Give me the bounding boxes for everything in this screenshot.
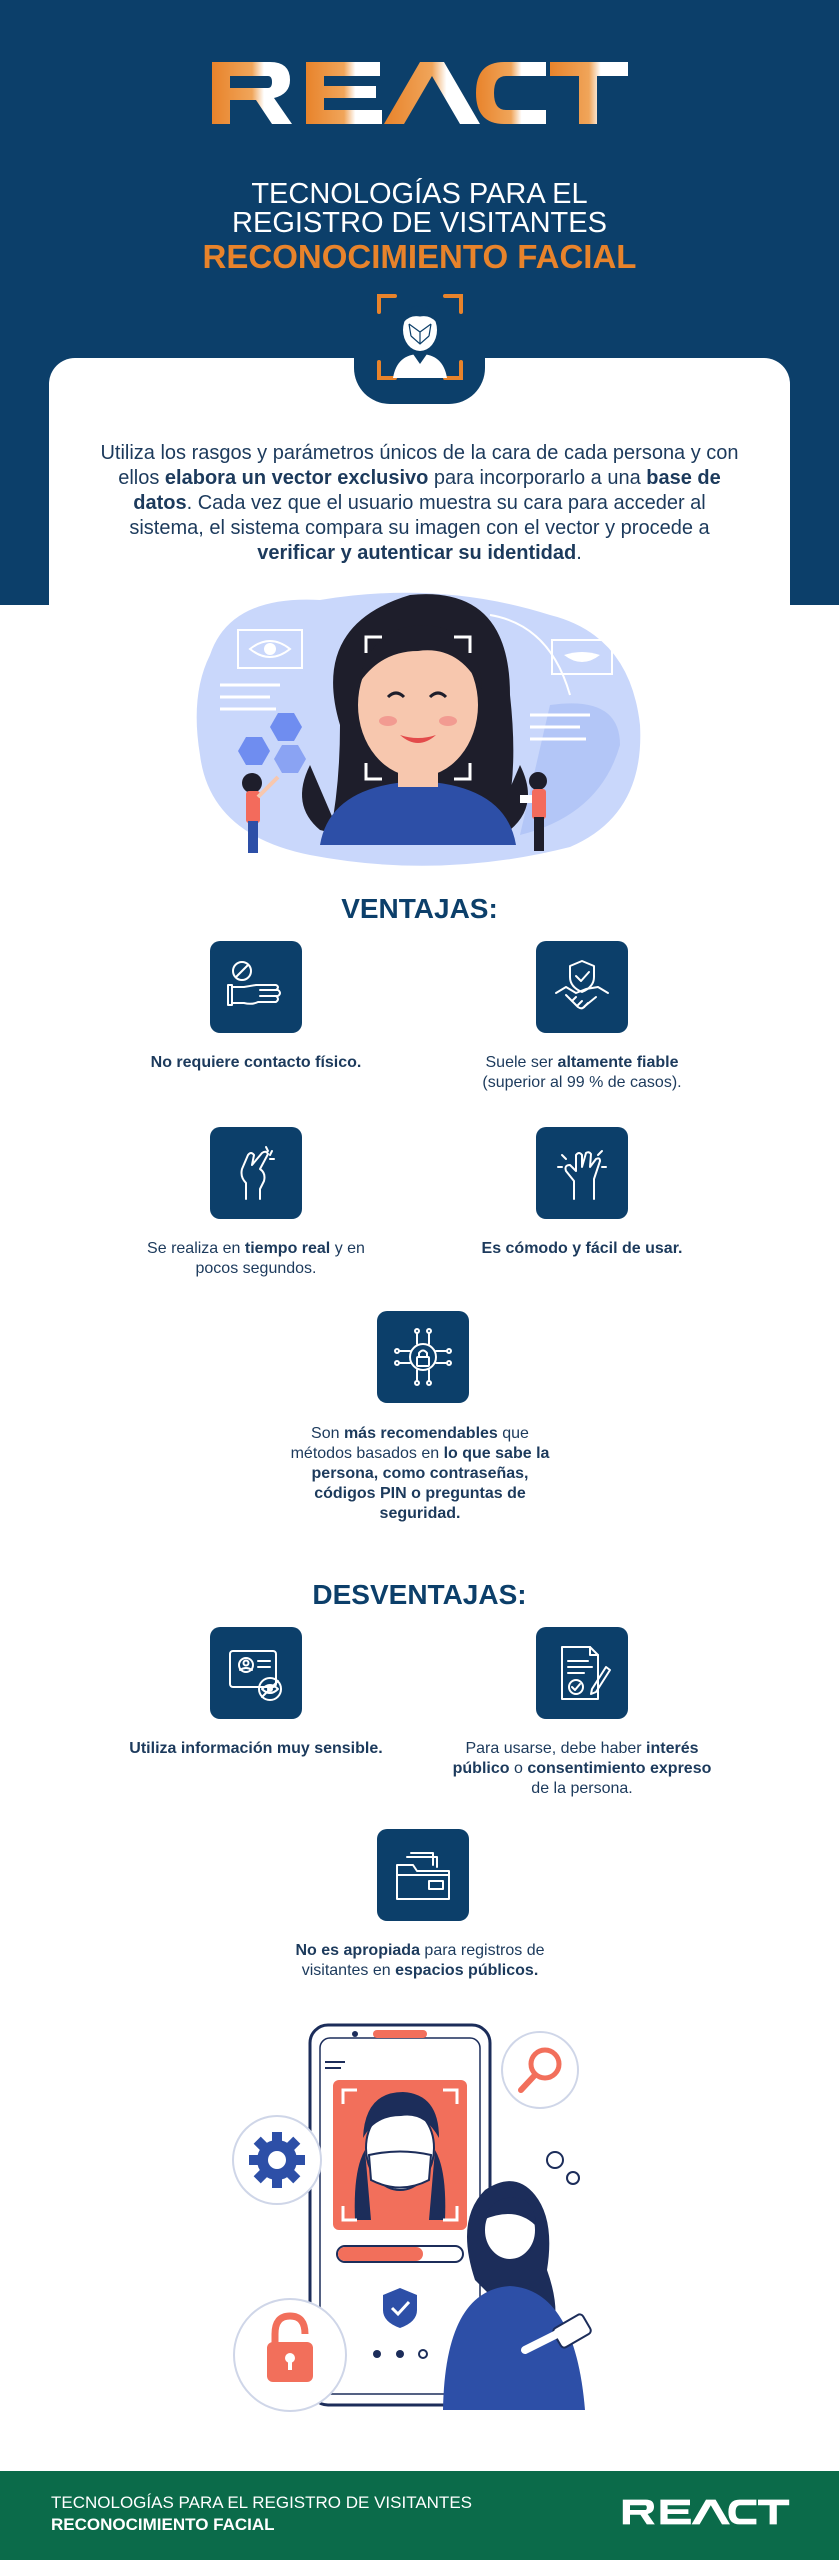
footer-bar xyxy=(0,2471,839,2560)
caption-bold: más recomendables xyxy=(343,1425,498,1442)
circuit-lock-icon xyxy=(393,1327,453,1387)
no-touch-hand-icon xyxy=(226,957,286,1017)
hero-title-line1: TECNOLOGÍAS PARA EL xyxy=(251,178,588,210)
caption-text: Suele ser xyxy=(485,1054,558,1071)
phone-face-unlock-illustration xyxy=(225,2020,605,2420)
disadvantage-consent xyxy=(452,1739,712,1799)
advantage-no-contact xyxy=(130,1053,382,1073)
caption-text: (superior al 99 % de casos). xyxy=(482,1074,682,1091)
advantage-tile-real-time xyxy=(210,1127,302,1219)
advantage-tile-recommended xyxy=(377,1311,469,1403)
ventajas-title: VENTAJAS: xyxy=(341,893,498,924)
caption-text: que métodos basados en xyxy=(290,1425,529,1462)
caption-bold: Es cómodo y fácil de usar. xyxy=(481,1240,683,1257)
disadvantage-sensitive xyxy=(120,1739,392,1759)
advantage-tile-no-contact xyxy=(210,941,302,1033)
advantage-easy xyxy=(452,1239,712,1259)
caption-bold: altamente fiable xyxy=(557,1054,679,1071)
id-card-eye-icon xyxy=(226,1643,286,1703)
intro-text-bold: verificar y autenticar su identidad xyxy=(257,542,577,564)
caption-text: Para usarse, debe haber xyxy=(465,1740,647,1757)
caption-bold: No requiere contacto físico. xyxy=(150,1054,362,1071)
caption-bold: consentimiento expreso xyxy=(527,1760,712,1777)
footer-title-line1: TECNOLOGÍAS PARA EL REGISTRO DE VISITANTES xyxy=(51,2493,472,2512)
caption-text: Se realiza en xyxy=(147,1240,245,1257)
caption-bold: No es apropiada xyxy=(295,1942,420,1959)
caption-text: o xyxy=(509,1760,528,1777)
disadvantage-tile-public xyxy=(377,1829,469,1921)
caption-bold: espacios públicos. xyxy=(395,1962,539,1979)
disadvantage-tile-consent xyxy=(536,1627,628,1719)
advantage-real-time xyxy=(130,1239,382,1279)
advantage-reliable xyxy=(452,1053,712,1093)
caption-bold: interés público xyxy=(452,1740,699,1777)
footer-react-logo xyxy=(622,2497,790,2527)
intro-text-bold: base de datos xyxy=(133,467,721,514)
caption-text: para registros de visitantes en xyxy=(301,1942,545,1979)
intro-text-part: Utiliza los rasgos y parámetros únicos de la cara de cada persona y con ellos xyxy=(100,442,739,489)
hero-subtitle: RECONOCIMIENTO FACIAL xyxy=(202,238,637,275)
caption-bold: Utiliza información muy sensible. xyxy=(129,1740,383,1757)
document-check-icon xyxy=(552,1643,612,1703)
handshake-shield-icon xyxy=(552,957,612,1017)
advantage-recommended xyxy=(280,1424,560,1524)
intro-text-part: . xyxy=(576,542,582,564)
caption-text: de la persona. xyxy=(531,1780,633,1797)
caption-bold: tiempo real xyxy=(244,1240,331,1257)
intro-text-part: para incorporarlo a una xyxy=(428,467,647,489)
advantage-tile-easy xyxy=(536,1127,628,1219)
disadvantage-tile-sensitive xyxy=(210,1627,302,1719)
folder-icon xyxy=(393,1845,453,1905)
face-recognition-illustration xyxy=(190,585,650,870)
caption-text: y en pocos segundos. xyxy=(195,1240,365,1277)
desventajas-title: DESVENTAJAS: xyxy=(312,1579,527,1610)
caption-bold: lo que sabe la persona, como contraseñas, códigos PIN o preguntas de seguridad. xyxy=(311,1445,550,1522)
advantage-tile-reliable xyxy=(536,941,628,1033)
caption-text: Son xyxy=(311,1425,344,1442)
intro-text-part: . Cada vez que el usuario muestra su cara para acceder al sistema, el sistema compara su imagen con el vector y procede a xyxy=(129,492,710,539)
snap-fingers-icon xyxy=(226,1143,286,1203)
hero-title-line2: REGISTRO DE VISITANTES xyxy=(232,207,607,239)
face-scan-icon xyxy=(375,292,465,382)
intro-text-bold: elabora un vector exclusivo xyxy=(164,467,429,489)
react-logo xyxy=(210,58,630,128)
disadvantage-public xyxy=(280,1941,560,1981)
intro-text xyxy=(100,441,739,566)
easy-hand-icon xyxy=(552,1143,612,1203)
footer-title-line2: RECONOCIMIENTO FACIAL xyxy=(51,2515,275,2534)
